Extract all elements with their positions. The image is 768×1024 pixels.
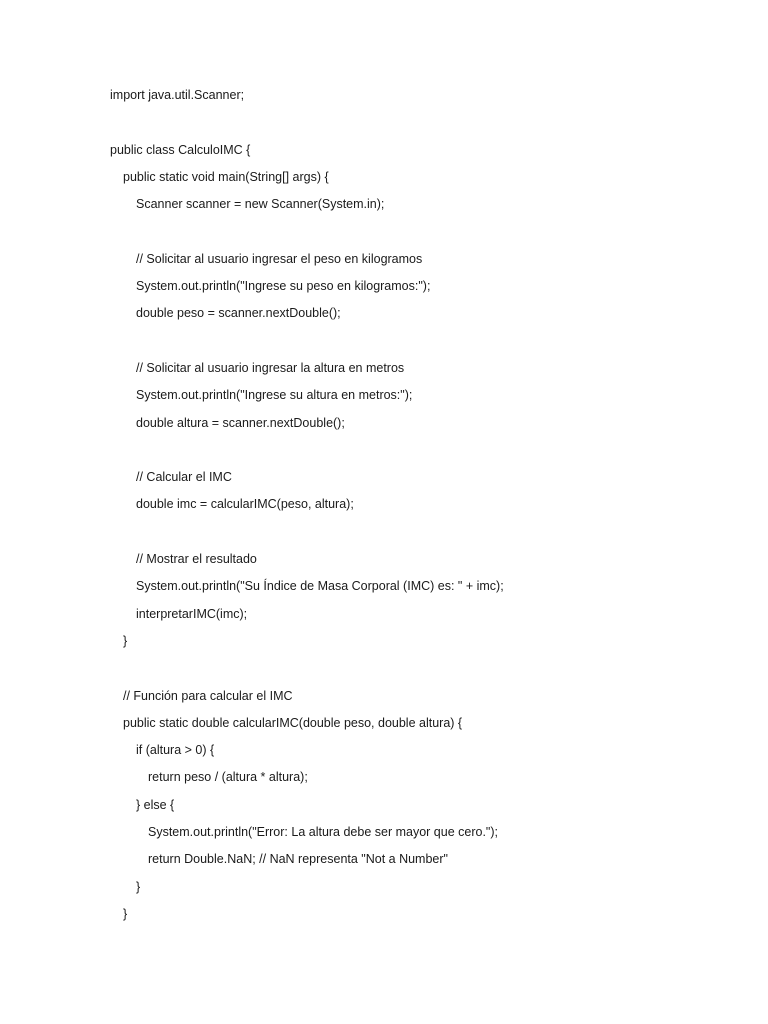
code-line <box>110 109 730 136</box>
code-comment: // Calcular el IMC <box>136 470 232 485</box>
code-line: Scanner scanner = new Scanner(System.in); <box>136 197 385 212</box>
code-line <box>110 437 730 464</box>
code-line: System.out.println("Ingrese su peso en kilogramos:"); <box>136 279 431 294</box>
code-line: double altura = scanner.nextDouble(); <box>136 415 345 430</box>
code-line: interpretarIMC(imc); <box>136 606 248 621</box>
code-line: import java.util.Scanner; <box>110 88 245 102</box>
code-block <box>110 82 730 928</box>
code-line: return peso / (altura * altura); <box>148 770 308 785</box>
code-comment: // Función para calcular el IMC <box>123 688 293 703</box>
code-line: System.out.println("Ingrese su altura en metros:"); <box>136 388 413 403</box>
code-line: System.out.println("Su Índice de Masa Corporal (IMC) es: " + imc); <box>136 579 504 594</box>
code-line: public static double calcularIMC(double peso, double altura) { <box>123 715 463 730</box>
code-line: return Double.NaN; // NaN representa "Not a Number" <box>148 852 448 867</box>
code-line: } else { <box>136 797 175 812</box>
code-line: } <box>136 879 141 894</box>
code-line <box>110 519 730 546</box>
code-line <box>110 328 730 355</box>
code-comment: // Mostrar el resultado <box>136 552 257 567</box>
code-line: double peso = scanner.nextDouble(); <box>136 306 341 321</box>
code-line <box>110 655 730 682</box>
code-comment: // Solicitar al usuario ingresar el peso en kilogramos <box>136 251 423 266</box>
code-line: if (altura > 0) { <box>136 743 215 758</box>
code-line: } <box>123 906 128 921</box>
code-line: public static void main(String[] args) { <box>123 169 329 184</box>
code-line: double imc = calcularIMC(peso, altura); <box>136 497 354 512</box>
code-line <box>110 218 730 245</box>
code-line: } <box>123 633 128 648</box>
code-comment: // Solicitar al usuario ingresar la altura en metros <box>136 360 405 375</box>
code-line: System.out.println("Error: La altura debe ser mayor que cero."); <box>148 825 498 840</box>
code-line: public class CalculoIMC { <box>110 142 251 157</box>
